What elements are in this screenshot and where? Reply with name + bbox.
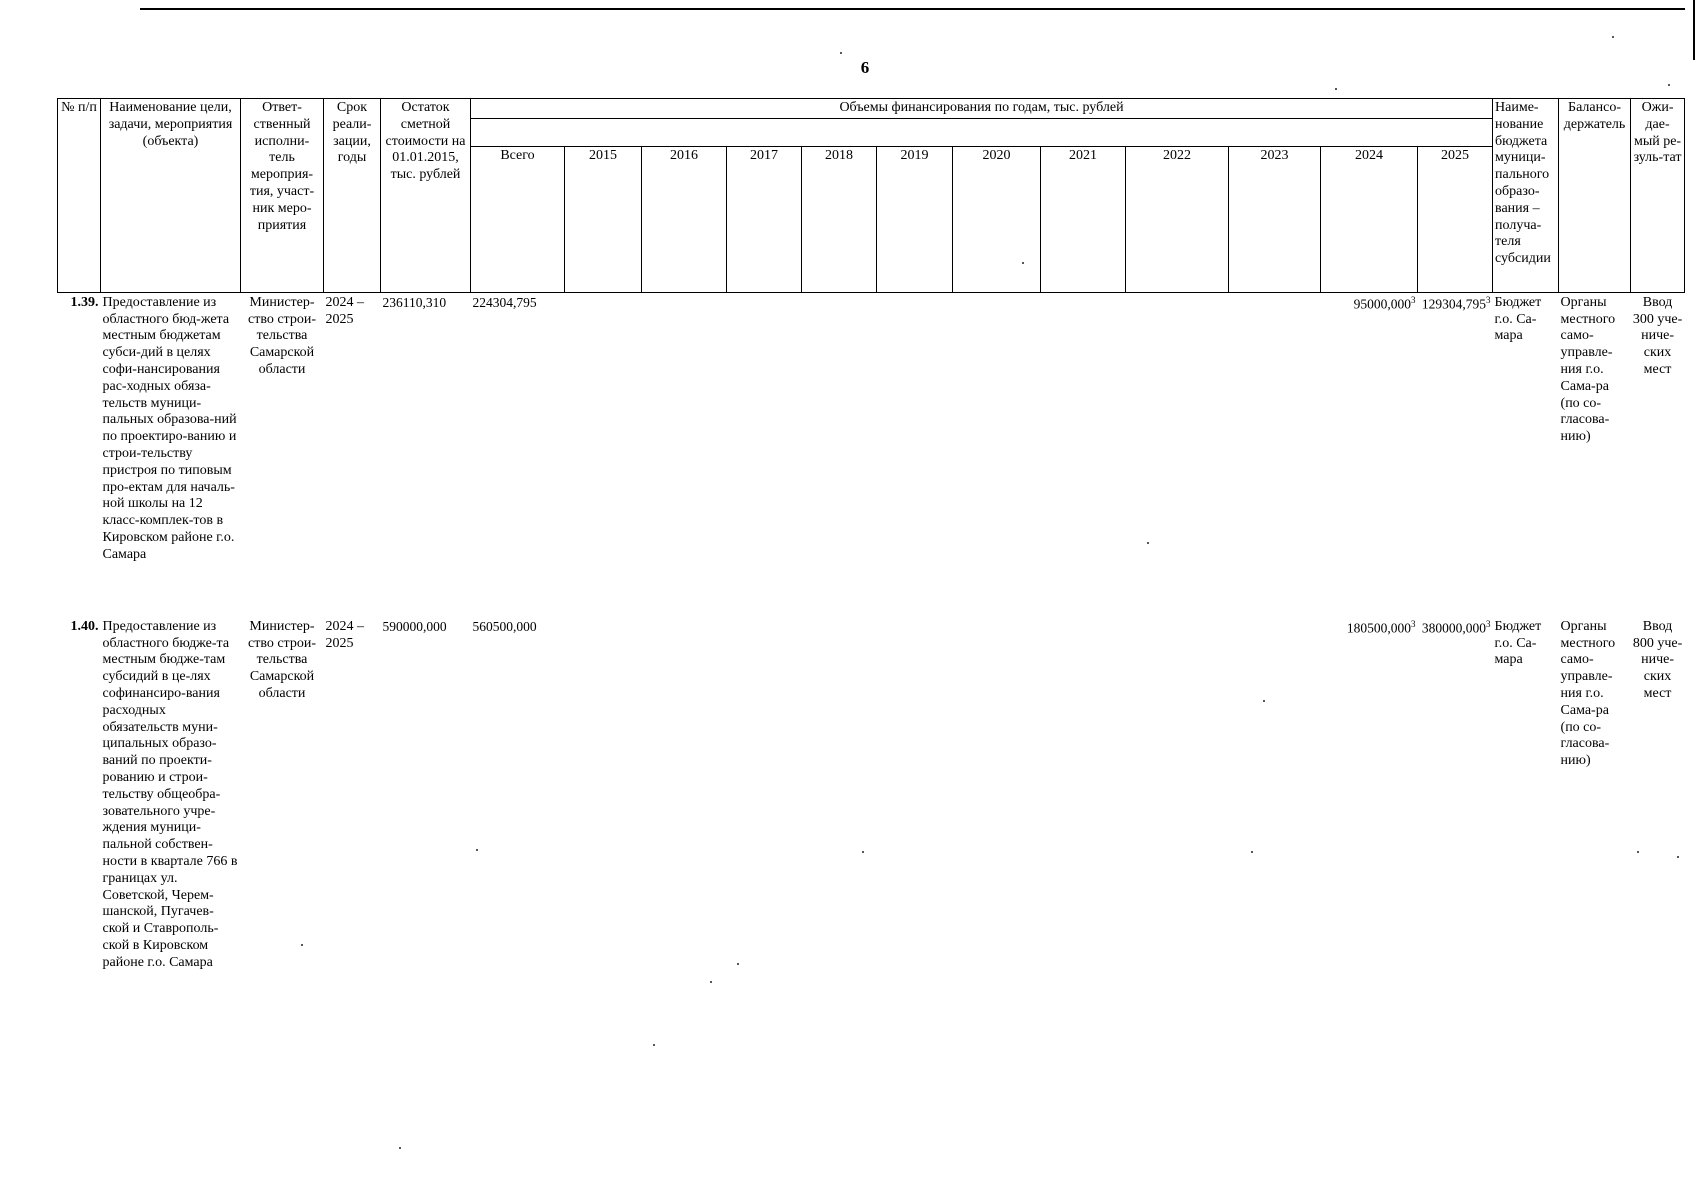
scan-speck	[653, 1044, 655, 1046]
header-budget: Наиме-нование бюджета муници-пального образо-вания – получа-теля субсидии	[1493, 99, 1559, 293]
scan-speck	[1637, 851, 1639, 853]
row-2017	[727, 617, 802, 981]
row-2019	[877, 292, 953, 617]
scan-speck	[1263, 700, 1265, 702]
scan-speck	[301, 944, 303, 946]
header-year-2015: 2015	[565, 146, 642, 292]
row-2025	[1418, 617, 1493, 981]
row-2021	[1041, 292, 1126, 617]
row-2023	[1229, 292, 1321, 617]
header-year-2024: 2024	[1321, 146, 1418, 292]
row-2015	[565, 617, 642, 981]
row-2022	[1126, 292, 1229, 617]
scan-speck	[1668, 84, 1670, 86]
row-period: 2024 – 2025	[325, 294, 364, 327]
row-remaining: 236110,310	[382, 294, 447, 310]
footnote-marker: 3	[1411, 294, 1416, 305]
scan-speck	[1335, 88, 1337, 90]
row-2021	[1041, 617, 1126, 981]
row-2020	[953, 617, 1041, 981]
scan-right-border	[1693, 0, 1695, 60]
row-2016	[642, 292, 727, 617]
header-year-2018: 2018	[802, 146, 877, 292]
page-number: 6	[860, 58, 870, 77]
scan-speck	[710, 981, 712, 983]
row-number: 1.39.	[70, 294, 99, 310]
table-row	[58, 292, 1685, 617]
scan-speck	[476, 849, 478, 851]
scan-speck	[1677, 856, 1679, 858]
header-executor: Ответ-ственный исполни-тель мероприя-тия, участ-ник меро-приятия	[241, 99, 324, 293]
header-num: № п/п	[58, 99, 101, 293]
scan-speck	[399, 1147, 401, 1149]
row-2025-value: 380000,000	[1421, 620, 1487, 636]
scan-speck	[862, 851, 864, 853]
header-year-2025: 2025	[1418, 146, 1493, 292]
scan-top-border	[140, 8, 1685, 10]
header-result: Ожи-дае-мый ре-зуль-тат	[1631, 99, 1685, 293]
row-name: Предоставление из областного бюд-жета местным бюджетам субси-дий в целях софи-нансирования рас-ходных обяза-тельств муници-пальных образова-ний по проектиро-ванию и строи-тельству пристроя по типовым про-ектам для началь-ной школы на 12 класс-комплек-тов в Кировском районе г.о. Самара	[102, 294, 237, 562]
row-2015	[565, 292, 642, 617]
row-2024-value: 180500,000	[1346, 620, 1411, 636]
row-name: Предоставление из областного бюдже-та местным бюдже-там субсидий в це-лях софинансиро-вания расходных обязательств муни-ципальных образо-ваний по проекти-рованию и строи-тельству общеобра-зовательного учре-ждения муници-пальной собствен-ности в квартале 766 в границах ул. Советской, Черем-шанской, Пугачев-ской и Ставрополь-ской в Кировском районе г.о. Самара	[102, 618, 238, 970]
row-holder: Органы местного само-управле-ния г.о. Сама-ра (по со-гласова-нию)	[1560, 618, 1616, 769]
header-year-2021: 2021	[1041, 146, 1126, 292]
footnote-marker: 3	[1411, 618, 1416, 629]
header-period: Срок реали-зации, годы	[324, 99, 381, 293]
header-total: Всего	[471, 146, 565, 292]
row-budget: Бюджет г.о. Са-мара	[1494, 294, 1542, 344]
row-2018	[802, 617, 877, 981]
financing-table	[57, 98, 1685, 981]
row-number: 1.40.	[70, 618, 99, 634]
header-year-2017: 2017	[727, 146, 802, 292]
header-row-top	[58, 99, 1685, 119]
row-2025-value: 129304,795	[1421, 296, 1487, 312]
header-year-2022: 2022	[1126, 146, 1229, 292]
row-result: Ввод 800 уче-ниче-ских мест	[1632, 618, 1683, 701]
header-name: Наименование цели, задачи, мероприятия (объекта)	[101, 99, 241, 293]
header-year-2016: 2016	[642, 146, 727, 292]
row-total: 560500,000	[472, 618, 537, 634]
row-holder: Органы местного само-управле-ния г.о. Сама-ра (по со-гласова-нию)	[1560, 294, 1616, 445]
row-2018	[802, 292, 877, 617]
scan-speck	[1147, 542, 1149, 544]
row-2025	[1418, 292, 1493, 617]
footnote-marker: 3	[1486, 294, 1491, 305]
row-remaining: 590000,000	[382, 618, 447, 634]
scan-speck	[1612, 36, 1614, 38]
header-holder: Балансо-держатель	[1559, 99, 1631, 293]
row-2024	[1321, 617, 1418, 981]
row-2020	[953, 292, 1041, 617]
row-period: 2024 – 2025	[325, 618, 364, 651]
header-year-2023: 2023	[1229, 146, 1321, 292]
row-2022	[1126, 617, 1229, 981]
row-2023	[1229, 617, 1321, 981]
row-executor: Министер-ство строи-тельства Самарской области	[247, 294, 316, 377]
scan-speck	[737, 963, 739, 965]
row-2017	[727, 292, 802, 617]
row-2016	[642, 617, 727, 981]
row-result: Ввод 300 уче-ниче-ских мест	[1632, 294, 1683, 377]
header-year-2020: 2020	[953, 146, 1041, 292]
header-financing: Объемы финансирования по годам, тыс. рублей	[471, 99, 1493, 119]
scan-speck	[840, 52, 842, 54]
header-blank-band	[471, 118, 1493, 146]
row-total: 224304,795	[472, 294, 537, 310]
row-2024-value: 95000,000	[1353, 296, 1411, 312]
header-remaining: Остаток сметной стоимости на 01.01.2015, тыс. рублей	[381, 99, 471, 293]
row-executor: Министер-ство строи-тельства Самарской области	[247, 618, 316, 701]
row-budget: Бюджет г.о. Са-мара	[1494, 618, 1542, 668]
footnote-marker: 3	[1486, 618, 1491, 629]
row-2024	[1321, 292, 1418, 617]
scan-speck	[1251, 851, 1253, 853]
row-2019	[877, 617, 953, 981]
scan-speck	[1022, 262, 1024, 264]
table-row	[58, 617, 1685, 981]
header-year-2019: 2019	[877, 146, 953, 292]
